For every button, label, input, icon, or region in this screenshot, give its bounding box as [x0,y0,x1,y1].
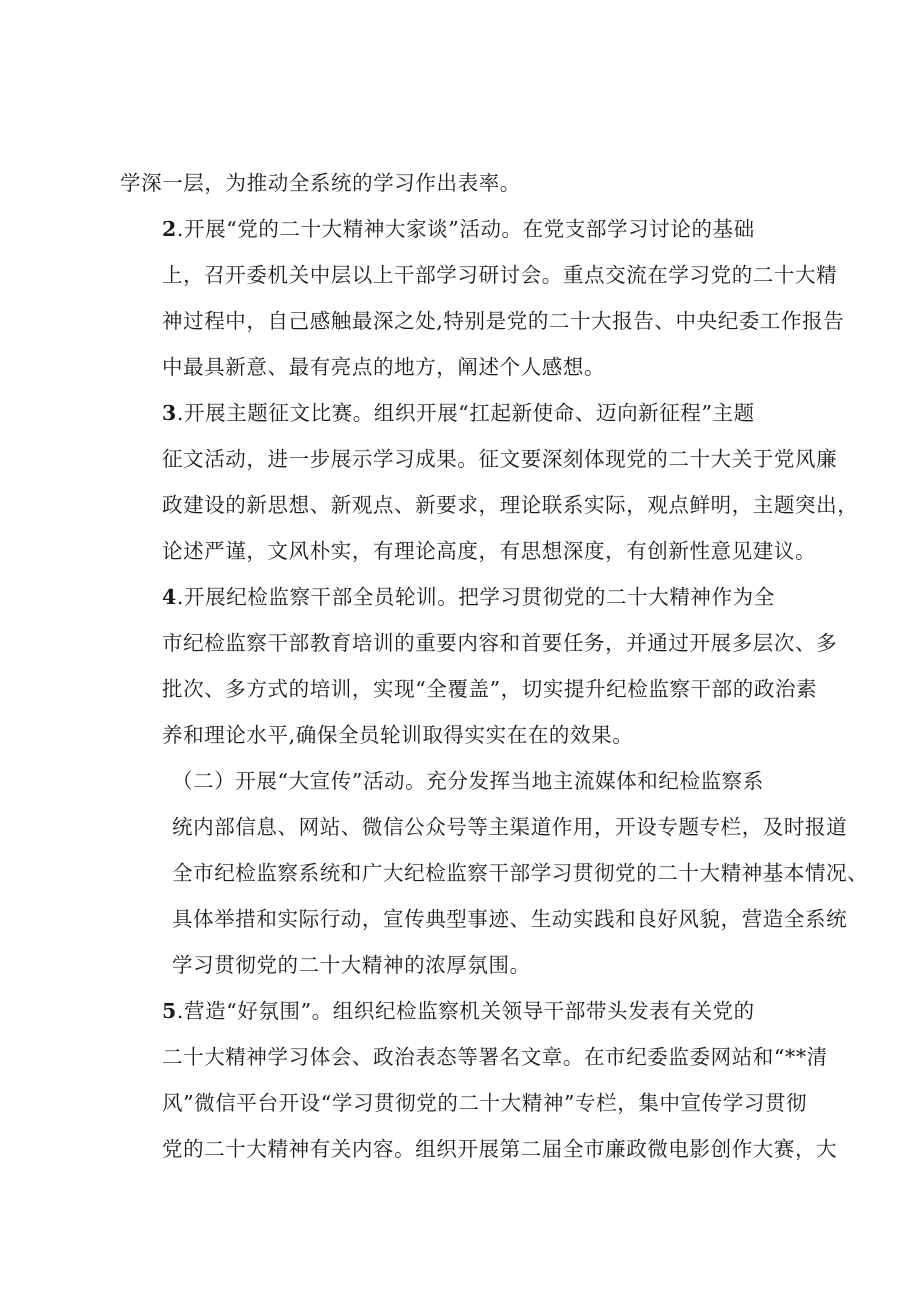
text-line [120,390,816,436]
text-line: 二十大精神学习体会、政治表态等署名文章。在市纪委监委网站和“**清 [162,1045,828,1069]
item-number: 2 [162,217,177,241]
text-line: （二）开展“大宣传”活动。充分发挥当地主流媒体和纪检监察系 [172,769,764,793]
text-segment: .开展纪检监察干部全员轮训。把学习贯彻党的二十大精神作为全 [176,585,775,609]
paragraph-section-2 [120,758,869,988]
text-line [120,574,816,620]
paragraph-item-3 [120,390,859,574]
text-line: 市纪检监察干部教育培训的重要内容和首要任务，并通过开展多层次、多 [162,631,838,655]
text-segment: .开展“党的二十大精神大家谈”活动。在党支部学习讨论的基础 [176,217,755,241]
text-line: 党的二十大精神有关内容。组织开展第二届全市廉政微电影创作大赛，大 [162,1137,838,1161]
text-line: 论述严谨，文风朴实，有理论高度，有思想深度，有创新性意见建议。 [162,539,817,563]
paragraph-continuation [120,160,816,206]
text-line: 神过程中，自己感触最深之处,特别是党的二十大报告、中央纪委工作报告 [162,309,845,333]
text-line: 上，召开委机关中层以上干部学习研讨会。重点交流在学习党的二十大精 [162,263,838,287]
item-number: 4 [162,585,177,609]
text-line: 学深一层，为推动全系统的学习作出表率。 [120,171,521,195]
text-line: 学习贯彻党的二十大精神的浓厚氛围。 [172,953,531,977]
text-line [120,206,816,252]
text-segment: .营造“好氛围”。组织纪检监察机关领导干部带头发表有关党的 [176,999,755,1023]
item-number: 3 [162,401,177,425]
paragraph-item-5 [120,988,838,1172]
text-line: 养和理论水平,确保全员轮训取得实实在在的效果。 [162,723,634,747]
text-line: 全市纪检监察系统和广大纪检监察干部学习贯彻党的二十大精神基本情况、 [172,861,869,885]
text-line: 征文活动，进一步展示学习成果。征文要深刻体现党的二十大关于党风廉 [162,447,838,471]
paragraph-item-2 [120,206,845,390]
text-line: 政建设的新思想、新观点、新要求，理论联系实际，观点鲜明，主题突出， [162,493,859,517]
item-number: 5 [162,999,177,1023]
text-line: 风”微信平台开设“学习贯彻党的二十大精神”专栏，集中宣传学习贯彻 [162,1091,808,1115]
text-line: 批次、多方式的培训，实现“全覆盖”，切实提升纪检监察干部的政治素 [162,677,818,701]
text-line [120,988,816,1034]
text-line: 统内部信息、网站、微信公众号等主渠道作用，开设专题专栏，及时报道 [172,815,848,839]
text-line: 具体举措和实际行动，宣传典型事迹、生动实践和良好风貌，营造全系统 [172,907,848,931]
text-segment: .开展主题征文比赛。组织开展“扛起新使命、迈向新征程”主题 [176,401,755,425]
paragraph-item-4 [120,574,838,758]
text-line: 中最具新意、最有亮点的地方，阐述个人感想。 [162,355,606,379]
document-body [120,160,869,1172]
